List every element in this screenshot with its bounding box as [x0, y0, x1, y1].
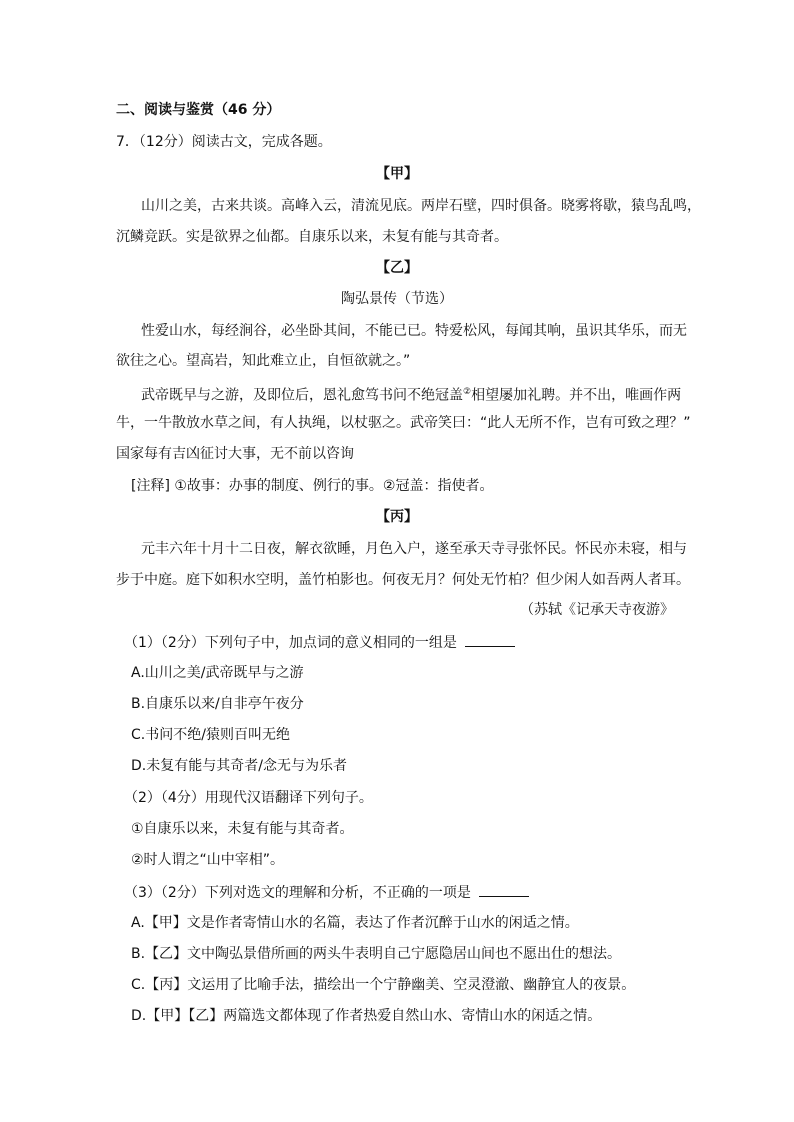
- answer-blank[interactable]: [465, 632, 515, 647]
- passage-yi-line: 欲往之心。望高岩，知此难立止，自恒欲就之。”: [116, 353, 411, 369]
- passage-yi-label: 【乙】: [376, 260, 418, 276]
- passage-bing-line: 步于中庭。庭下如积水空明，盖竹柏影也。何夜无月？何处无竹柏？但少闲人如吾两人者耳。: [116, 572, 690, 588]
- passage-source: （苏轼《记承天寺夜游》: [520, 602, 674, 618]
- footnote-mark: ②: [463, 387, 472, 397]
- passage-yi-text: 相望屡加礼聘。并不出，唯画作两: [471, 387, 682, 404]
- passage-jia-label: 【甲】: [376, 166, 418, 182]
- section-heading: 二、阅读与鉴赏（46 分）: [116, 102, 281, 118]
- answer-blank[interactable]: [479, 882, 529, 897]
- question-title: 7．（12分）阅读古文，完成各题。: [116, 134, 332, 150]
- option: B.自康乐以来/自非亭午夜分: [131, 696, 304, 712]
- translation-item: ②时人谓之“山中宰相”。: [131, 852, 285, 868]
- sub-question-3-stem: （3）（2分）下列对选文的理解和分析，不正确的一项是: [124, 885, 471, 901]
- translation-item: ①自康乐以来，未复有能与其奇者。: [131, 821, 354, 837]
- option: B.【乙】文中陶弘景借所画的两头牛表明自己宁愿隐居山间也不愿出仕的想法。: [131, 946, 622, 962]
- passage-yi-line: 国家每有吉凶征讨大事，无不前以咨询: [116, 446, 354, 462]
- passage-yi-text: 武帝既早与之游，及即位后，恩礼愈笃书问不绝冠盖: [141, 387, 463, 404]
- option: D.未复有能与其奇者/念无与为乐者: [131, 758, 347, 774]
- passage-jia-line: 沉鳞竞跃。实是欲界之仙都。自康乐以来，未复有能与其奇者。: [116, 229, 508, 245]
- passage-yi-title: 陶弘景传（节选）: [341, 291, 453, 307]
- passage-yi-line: 性爱山水，每经涧谷，必坐卧其间，不能已已。特爱松风，每闻其响，虽识其华乐，而无: [141, 323, 687, 339]
- sub-question-1-stem: （1）（2分）下列句子中，加点词的意义相同的一组是: [124, 635, 457, 651]
- option: D.【甲】【乙】两篇选文都体现了作者热爱自然山水、寄情山水的闲适之情。: [131, 1008, 602, 1024]
- passage-yi-line: [141, 382, 681, 406]
- option: C.【丙】文运用了比喻手法，描绘出一个宁静幽美、空灵澄澈、幽静宜人的夜景。: [131, 977, 636, 993]
- passage-bing-label: 【丙】: [376, 509, 418, 525]
- annotation-note: [注释] ①故事：办事的制度、例行的事。②冠盖：指使者。: [131, 478, 494, 494]
- option: C.书问不绝/猿则百叫无绝: [131, 727, 290, 743]
- passage-yi-line: 牛，一牛散放水草之间，有人执绳，以杖驱之。武帝笑曰：“此人无所不作，岂有可致之理？”: [116, 415, 691, 431]
- sub-question-1: [124, 632, 515, 653]
- passage-bing-line: 元丰六年十月十二日夜，解衣欲睡，月色入户，遂至承天寺寻张怀民。怀民亦未寝，相与: [141, 541, 687, 557]
- sub-question-2-stem: （2）（4分）用现代汉语翻译下列句子。: [124, 790, 373, 806]
- option: A.【甲】文是作者寄情山水的名篇，表达了作者沉醉于山水的闲适之情。: [131, 915, 579, 931]
- option: A.山川之美/武帝既早与之游: [131, 665, 304, 681]
- sub-question-3: [124, 882, 529, 903]
- passage-jia-line: 山川之美，古来共谈。高峰入云，清流见底。两岸石壁，四时俱备。晓雾将歇，猿鸟乱鸣，: [141, 198, 701, 214]
